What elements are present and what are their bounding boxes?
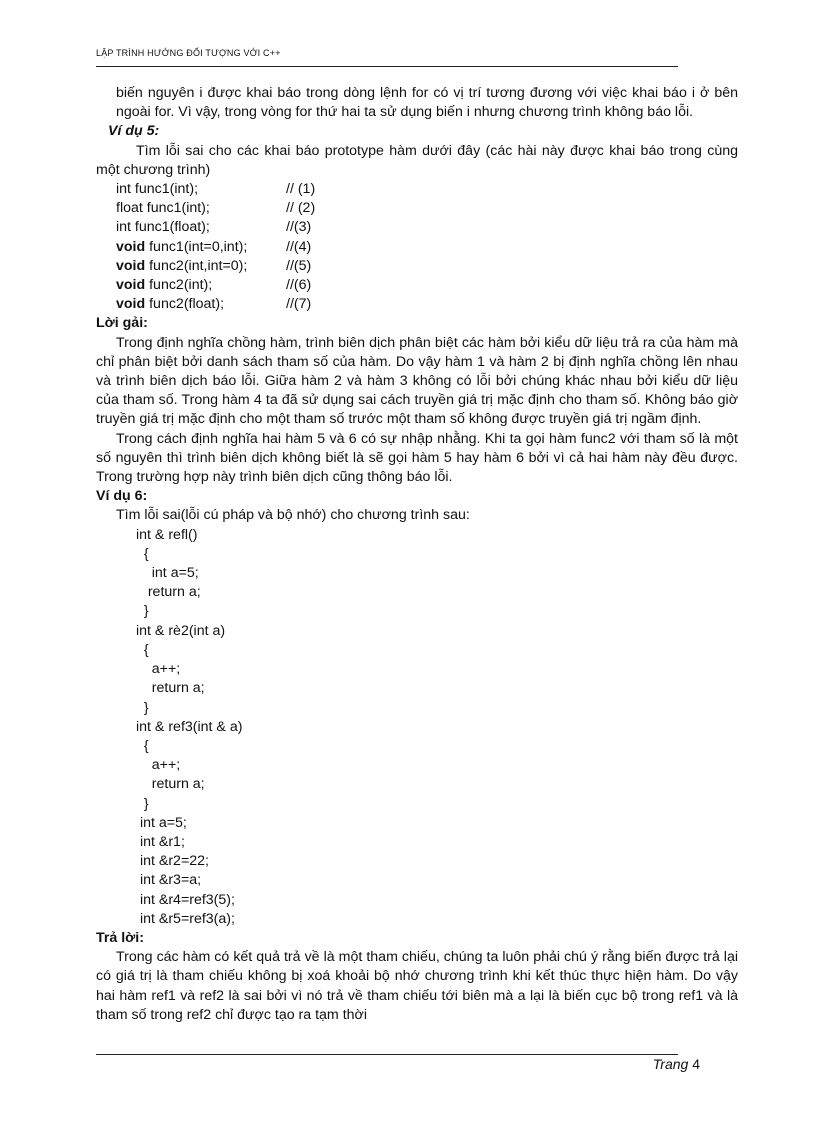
paragraph-continuation: biến nguyên i được khai báo trong dòng lệnh for có vị trí tương đương với việc khai báo i ở bên ngoài for. Vì vậy, trong vòng for thứ hai ta sử dụng biến i nhưng chương trình không báo lỗi. [116, 85, 738, 121]
example-6-description: Tìm lỗi sai(lỗi cú pháp và bộ nhớ) cho chương trình sau: [116, 507, 470, 524]
code-line: int &r3=a; [136, 872, 202, 889]
code-line: int & ref3(int & a) [136, 718, 243, 735]
page-header-title: LẬP TRÌNH HƯỚNG ĐỐI TƯỢNG VỚI C++ [96, 48, 281, 58]
code-line: int & rè2(int a) [136, 622, 226, 639]
code-line: void func2(int,int=0); //(5) [116, 257, 312, 274]
page-footer [600, 1056, 700, 1072]
code-line: int & refl() [136, 526, 198, 543]
page-number: 4 [692, 1056, 700, 1072]
code-line: int a=5; [136, 565, 199, 582]
code-line: a++; [136, 661, 181, 678]
example-6-code [96, 526, 738, 929]
answer-6-paragraph: Trong các hàm có kết quả trả về là một tham chiếu, chúng ta luôn phải chú ý rằng biến được trả lại có giá trị là tham chiếu không bị xoá khoải bộ nhớ chương trình khi kết thúc thực hiện hàm. Do vậy hai hàm ref1 và ref2 là sai bởi vì nó trả về tham chiếu tới biên mà a lại là biến cục bộ trong ref1 và là tham số trong ref2 chỉ được tạo ra tạm thời [96, 949, 738, 1023]
code-line: { [136, 737, 149, 754]
example-5-description: Tìm lỗi sai cho các khai báo prototype hàm dưới đây (các hài này được khai báo trong cùng một chương trình) [96, 142, 738, 178]
solution-5-paragraph-1: Trong định nghĩa chồng hàm, trình biên dịch phân biệt các hàm bởi kiểu dữ liệu trả ra của hàm mà chỉ phân biệt bởi danh sách tham số của hàm. Do vậy hàm 1 và hàm 2 bị định nghĩa chồng lên nhau và trình biên dịch báo lỗi. Giữa hàm 2 và hàm 3 không có lỗi bởi chúng khác nhau bởi kiểu dữ liệu của tham số. Trong hàm 4 ta đã sử dụng sai cách truyền giá trị mặc định cho tham số. Không báo giờ truyền giá trị mặc định cho một tham số trước một tham số không được truyền giá trị ngầm định. [96, 334, 738, 428]
code-line: return a; [136, 680, 205, 697]
code-line: int a=5; [136, 814, 187, 831]
code-line: return a; [136, 776, 205, 793]
code-line: int func1(float); //(3) [116, 219, 312, 236]
code-line: int &r1; [136, 833, 185, 850]
footer-divider [96, 1054, 678, 1055]
code-line: int &r2=22; [136, 853, 209, 870]
code-line: float func1(int); // (2) [116, 200, 316, 217]
code-line: void func1(int=0,int); //(4) [116, 238, 312, 255]
page-label: Trang [652, 1056, 689, 1072]
code-line: a++; [136, 757, 181, 774]
example-5-code [96, 180, 738, 314]
code-line: } [136, 795, 149, 812]
code-line: { [136, 545, 149, 562]
answer-6-heading: Trả lời: [96, 929, 144, 946]
code-line: } [136, 603, 149, 620]
code-line: { [136, 641, 149, 658]
solution-5-paragraph-2: Trong cách định nghĩa hai hàm 5 và 6 có sự nhập nhằng. Khi ta gọi hàm func2 với tham số là một số nguyên thì trình biên dịch không biết là sẽ gọi hàm 5 hay hàm 6 bởi vì cả hai hàm này đều được. Trong trường hợp này trình biên dịch cũng thông báo lỗi. [96, 430, 738, 486]
example-5-heading: Ví dụ 5: [108, 123, 160, 140]
code-line: int &r4=ref3(5); [136, 891, 235, 908]
code-line: void func2(int); //(6) [116, 277, 312, 294]
code-line: return a; [136, 584, 201, 601]
code-line: int func1(int); // (1) [116, 181, 316, 198]
code-line: } [136, 699, 149, 716]
code-line: void func2(float); //(7) [116, 296, 312, 313]
header-divider [96, 66, 678, 67]
solution-5-heading: Lời gải: [96, 315, 148, 332]
page-content [96, 84, 738, 1025]
example-6-heading: Ví dụ 6: [96, 488, 148, 505]
code-line: int &r5=ref3(a); [136, 910, 235, 927]
